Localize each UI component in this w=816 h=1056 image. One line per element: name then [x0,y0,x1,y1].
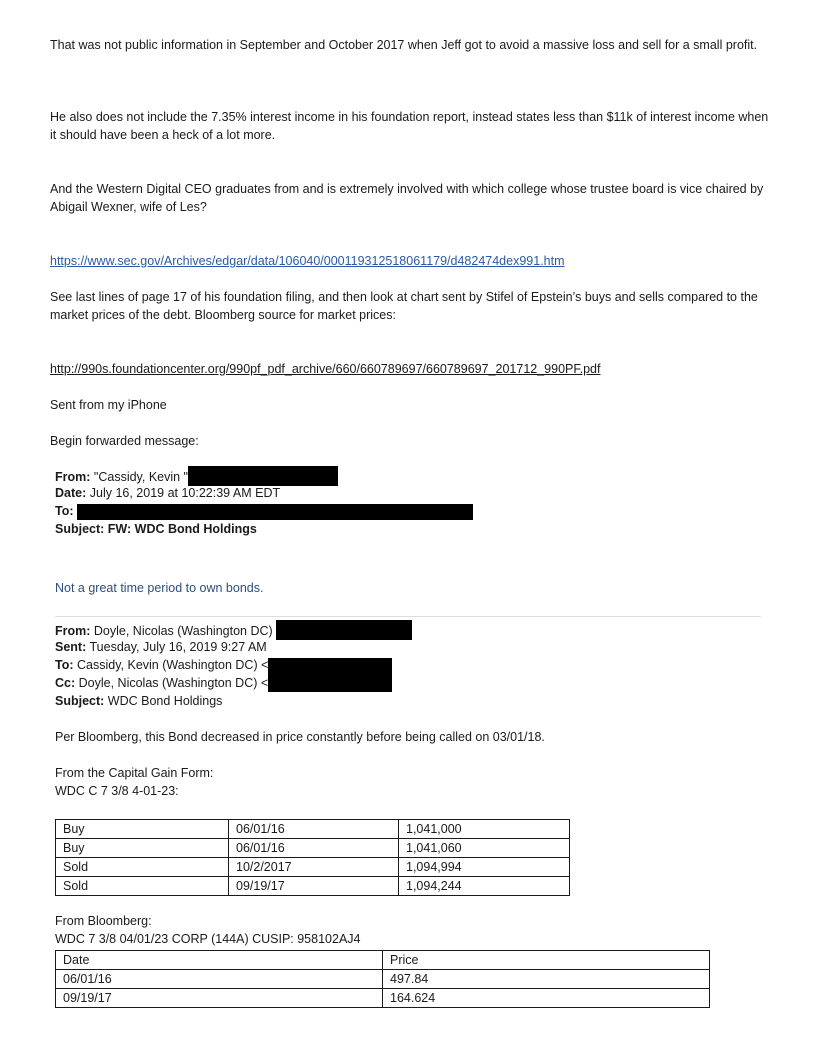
table-cell: 497.84 [383,970,710,989]
forward1-from-value: "Cassidy, Kevin " [93,470,188,484]
forward2-subject-label: Subject: [55,694,105,708]
forward2-sent-label: Sent: [55,640,87,654]
forward2-subject-line [55,692,222,710]
forward2-to-line [55,656,268,674]
forward2-cc-label: Cc: [55,676,76,690]
table-row [56,989,710,1008]
table-cell: Sold [56,877,229,896]
table-cell: 10/2/2017 [229,858,399,877]
forward1-from-label: From: [55,470,91,484]
table-cell: 09/19/17 [56,989,383,1008]
forward2-from-value: Doyle, Nicolas (Washington DC) [93,624,273,638]
table-cell: 09/19/17 [229,877,399,896]
redaction-bar [276,620,412,640]
table-header-cell: Date [56,951,383,970]
capital-gain-table [55,819,570,896]
table-header-row [56,951,710,970]
redaction-bar [77,504,473,520]
sec-filing-link[interactable]: https://www.sec.gov/Archives/edgar/data/106040/000119312518061179/d482474dex991.htm [50,254,565,268]
table-row [56,839,570,858]
forward1-date-value: July 16, 2019 at 10:22:39 AM EDT [89,486,281,500]
forward1-to-label: To: [55,504,74,518]
forward2-from-line [55,620,412,640]
forward1-date-line [55,484,280,502]
bloomberg-price-table [55,950,710,1008]
forward1-subject-value: FW: WDC Bond Holdings [107,522,257,536]
forward2-cc-line [55,674,268,692]
table-cell: 1,094,244 [399,877,570,896]
sent-from-iphone: Sent from my iPhone [50,398,167,412]
table-header-cell: Price [383,951,710,970]
forward2-subject-value: WDC Bond Holdings [107,694,223,708]
forward1-subject-label: Subject: [55,522,105,536]
forward2-cc-value: Doyle, Nicolas (Washington DC) < [78,676,269,690]
forward1-message: Not a great time period to own bonds. [55,581,264,595]
forward1-subject-line [55,520,257,538]
table-row [56,877,570,896]
redaction-block [268,658,392,692]
forward1-from-line [55,466,338,486]
paragraph-public-information: That was not public information in September and October 2017 when Jeff got to avoid a massive loss and sell for a small profit. [50,38,758,52]
forward2-to-label: To: [55,658,74,672]
paragraph-foundation-filing: See last lines of page 17 of his foundation filing, and then look at chart sent by Stifel of Epstein’s buys and sells compared to the market prices of the debt. Bloomberg source for market prices: [50,290,758,322]
table-cell: 1,094,994 [399,858,570,877]
redaction-bar [188,466,338,486]
table-cell: 06/01/16 [56,970,383,989]
forward2-sent-value: Tuesday, July 16, 2019 9:27 AM [89,640,267,654]
table-cell: Buy [56,820,229,839]
table-row [56,858,570,877]
capital-gain-heading: From the Capital Gain Form: [55,766,214,780]
table-cell: 164.624 [383,989,710,1008]
bloomberg-price-note: Per Bloomberg, this Bond decreased in price constantly before being called on 03/01/18. [55,730,545,744]
table-cell: 1,041,060 [399,839,570,858]
bloomberg-bond: WDC 7 3/8 04/01/23 CORP (144A) CUSIP: 958102AJ4 [55,932,361,946]
table-cell: 06/01/16 [229,839,399,858]
table-row [56,820,570,839]
forward2-from-label: From: [55,624,91,638]
table-row [56,970,710,989]
bloomberg-heading: From Bloomberg: [55,914,152,928]
capital-gain-bond: WDC C 7 3/8 4-01-23: [55,784,179,798]
table-cell: 06/01/16 [229,820,399,839]
table-cell: 1,041,000 [399,820,570,839]
forward1-date-label: Date: [55,486,87,500]
table-cell: Buy [56,839,229,858]
paragraph-western-digital-ceo: And the Western Digital CEO graduates from and is extremely involved with which college whose trustee board is vice chaired by Abigail Wexner, wife of Les? [50,182,764,214]
table-cell: Sold [56,858,229,877]
foundation-pdf-link[interactable]: http://990s.foundationcenter.org/990pf_pdf_archive/660/660789697/660789697_201712_990PF.pdf [50,362,601,376]
forward2-sent-line [55,638,267,656]
forward2-to-value: Cassidy, Kevin (Washington DC) < [77,658,269,672]
divider [55,616,761,617]
paragraph-interest-income: He also does not include the 7.35% interest income in his foundation report, instead states less than $11k of interest income when it should have been a heck of a lot more. [50,110,769,142]
begin-forwarded-message: Begin forwarded message: [50,434,199,448]
forward1-to-line [55,502,473,520]
